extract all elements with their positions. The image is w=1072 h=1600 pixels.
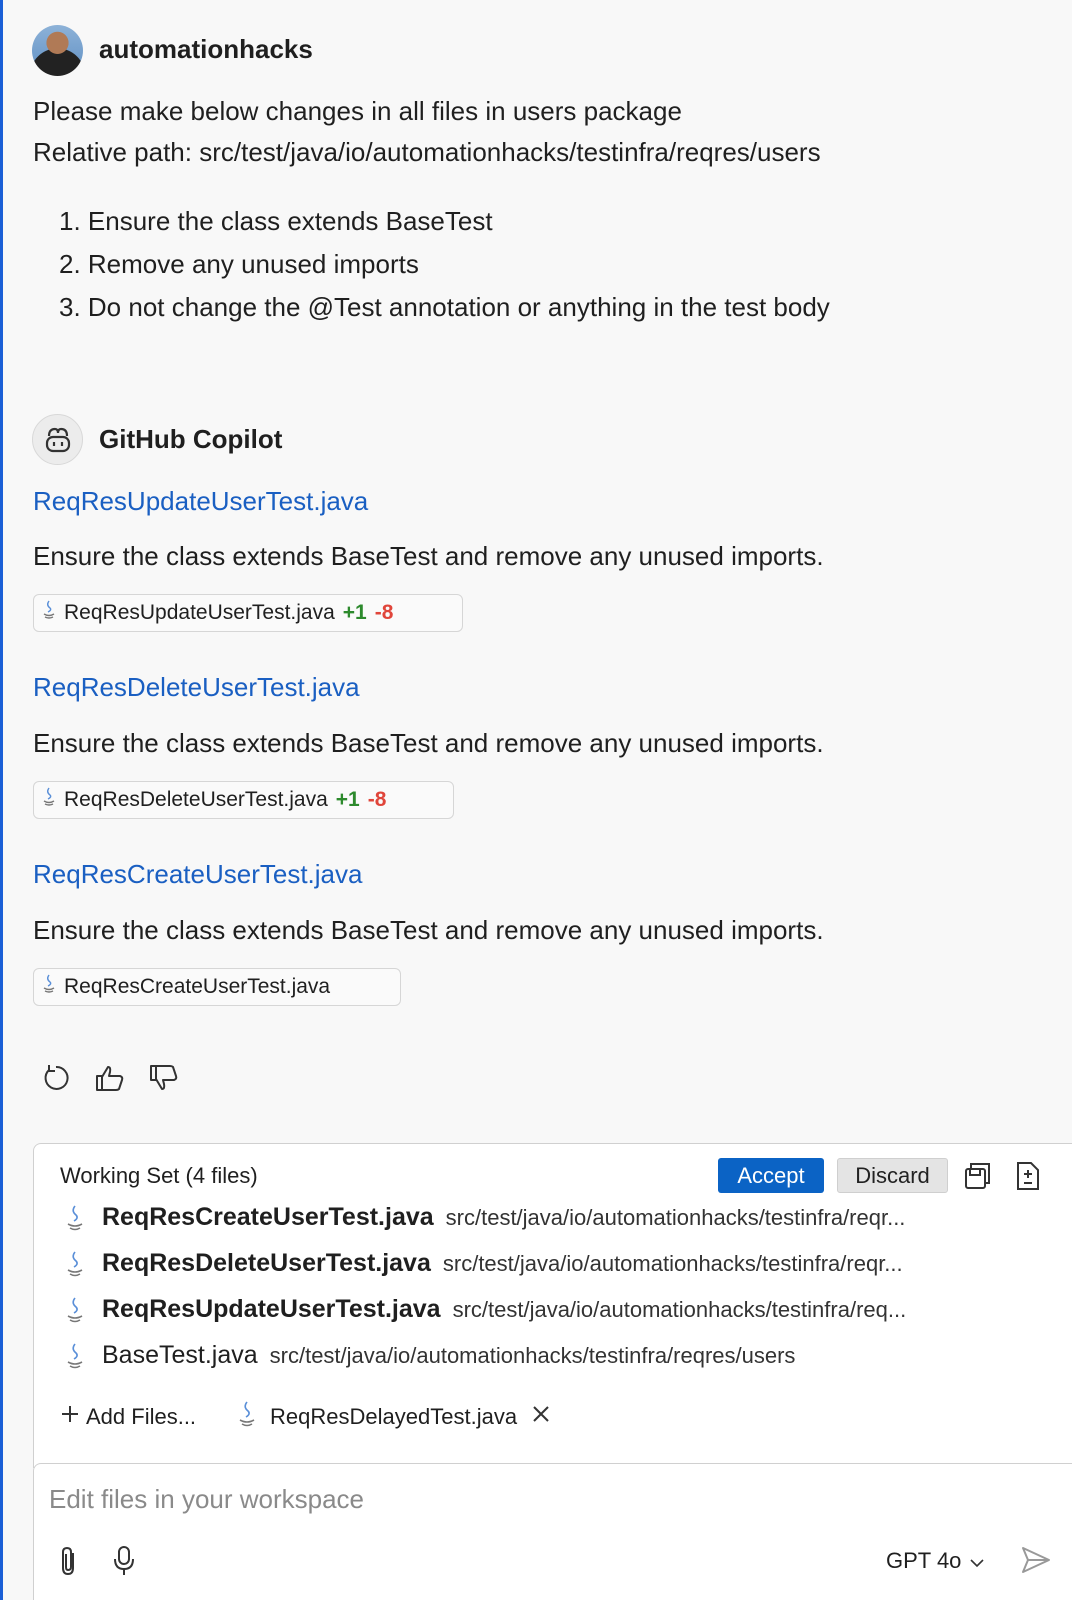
- attach-icon[interactable]: [58, 1545, 80, 1582]
- discard-button[interactable]: Discard: [837, 1158, 948, 1193]
- list-item: 1. Ensure the class extends BaseTest: [59, 206, 493, 236]
- file-path: src/test/java/io/automationhacks/testinfra/reqr...: [445, 1204, 906, 1230]
- diff-icon[interactable]: [1012, 1160, 1044, 1192]
- file-name: ReqResDeleteUserTest.java: [102, 1249, 431, 1277]
- working-set-file[interactable]: [60, 1203, 1050, 1232]
- model-name: GPT 4o: [886, 1548, 962, 1573]
- working-set-file[interactable]: [60, 1341, 1050, 1370]
- working-set-title: Working Set (4 files): [60, 1163, 258, 1188]
- response-actions: [40, 1062, 180, 1094]
- retry-icon[interactable]: [40, 1062, 72, 1094]
- edit-description: Ensure the class extends BaseTest and remove any unused imports.: [33, 915, 824, 945]
- user-name: automationhacks: [99, 34, 313, 64]
- chat-input-box: [33, 1463, 1072, 1600]
- list-item: 3. Do not change the @Test annotation or anything in the test body: [59, 292, 830, 322]
- chip-filename: ReqResDeleteUserTest.java: [64, 788, 328, 811]
- chip-filename: ReqResCreateUserTest.java: [64, 975, 331, 998]
- chat-input[interactable]: [47, 1478, 951, 1520]
- java-file-icon: [42, 974, 56, 1000]
- file-chip-update[interactable]: [33, 594, 463, 632]
- lines-added: +1: [342, 601, 367, 624]
- edit-description: Ensure the class extends BaseTest and remove any unused imports.: [33, 541, 824, 571]
- file-chip-delete[interactable]: [33, 781, 454, 819]
- add-files-row: [60, 1400, 551, 1434]
- left-accent-bar: [0, 0, 3, 1600]
- java-file-icon: [60, 1250, 90, 1278]
- close-icon[interactable]: [531, 1404, 551, 1430]
- list-item: 2. Remove any unused imports: [59, 249, 419, 279]
- chip-filename: ReqResUpdateUserTest.java: [64, 601, 335, 624]
- file-chip-create[interactable]: [33, 968, 401, 1006]
- file-name: ReqResUpdateUserTest.java: [102, 1295, 441, 1323]
- file-link-create[interactable]: ReqResCreateUserTest.java: [33, 859, 363, 889]
- working-set-file[interactable]: [60, 1295, 1050, 1324]
- file-path: src/test/java/io/automationhacks/testinfra/req...: [452, 1296, 907, 1322]
- accept-button[interactable]: Accept: [718, 1158, 824, 1193]
- java-file-icon: [42, 787, 56, 813]
- model-picker[interactable]: [886, 1548, 985, 1574]
- user-avatar: [32, 25, 83, 76]
- message-line: Relative path: src/test/java/io/automationhacks/testinfra/reqres/users: [33, 137, 821, 167]
- file-link-update[interactable]: ReqResUpdateUserTest.java: [33, 486, 369, 516]
- java-file-icon: [60, 1342, 90, 1370]
- plus-icon[interactable]: [60, 1404, 80, 1430]
- send-icon[interactable]: [1020, 1545, 1052, 1580]
- lines-removed: -8: [374, 601, 394, 624]
- thumbs-down-icon[interactable]: [148, 1062, 180, 1094]
- chevron-down-icon: [969, 1548, 985, 1574]
- working-set-file[interactable]: [60, 1249, 1050, 1278]
- java-file-icon: [42, 600, 56, 626]
- file-path: src/test/java/io/automationhacks/testinfra/reqr...: [442, 1250, 903, 1276]
- assistant-name: GitHub Copilot: [99, 424, 283, 454]
- copilot-icon: [43, 426, 73, 454]
- java-file-icon: [60, 1204, 90, 1232]
- add-files-button[interactable]: Add Files...: [86, 1404, 197, 1429]
- edit-description: Ensure the class extends BaseTest and remove any unused imports.: [33, 728, 824, 758]
- copilot-avatar: [32, 414, 83, 465]
- file-link-delete[interactable]: ReqResDeleteUserTest.java: [33, 672, 360, 702]
- message-line: Please make below changes in all files in users package: [33, 96, 682, 126]
- java-file-icon: [60, 1296, 90, 1324]
- file-name: ReqResCreateUserTest.java: [102, 1203, 434, 1231]
- lines-added: +1: [335, 788, 360, 811]
- java-file-icon: [238, 1400, 256, 1434]
- microphone-icon[interactable]: [112, 1545, 136, 1582]
- file-name: BaseTest.java: [102, 1341, 258, 1369]
- file-path: src/test/java/io/automationhacks/testinfra/reqres/users: [269, 1342, 796, 1368]
- save-icon[interactable]: [962, 1160, 994, 1192]
- thumbs-up-icon[interactable]: [94, 1062, 126, 1094]
- lines-removed: -8: [367, 788, 387, 811]
- suggested-file[interactable]: ReqResDelayedTest.java: [270, 1404, 518, 1429]
